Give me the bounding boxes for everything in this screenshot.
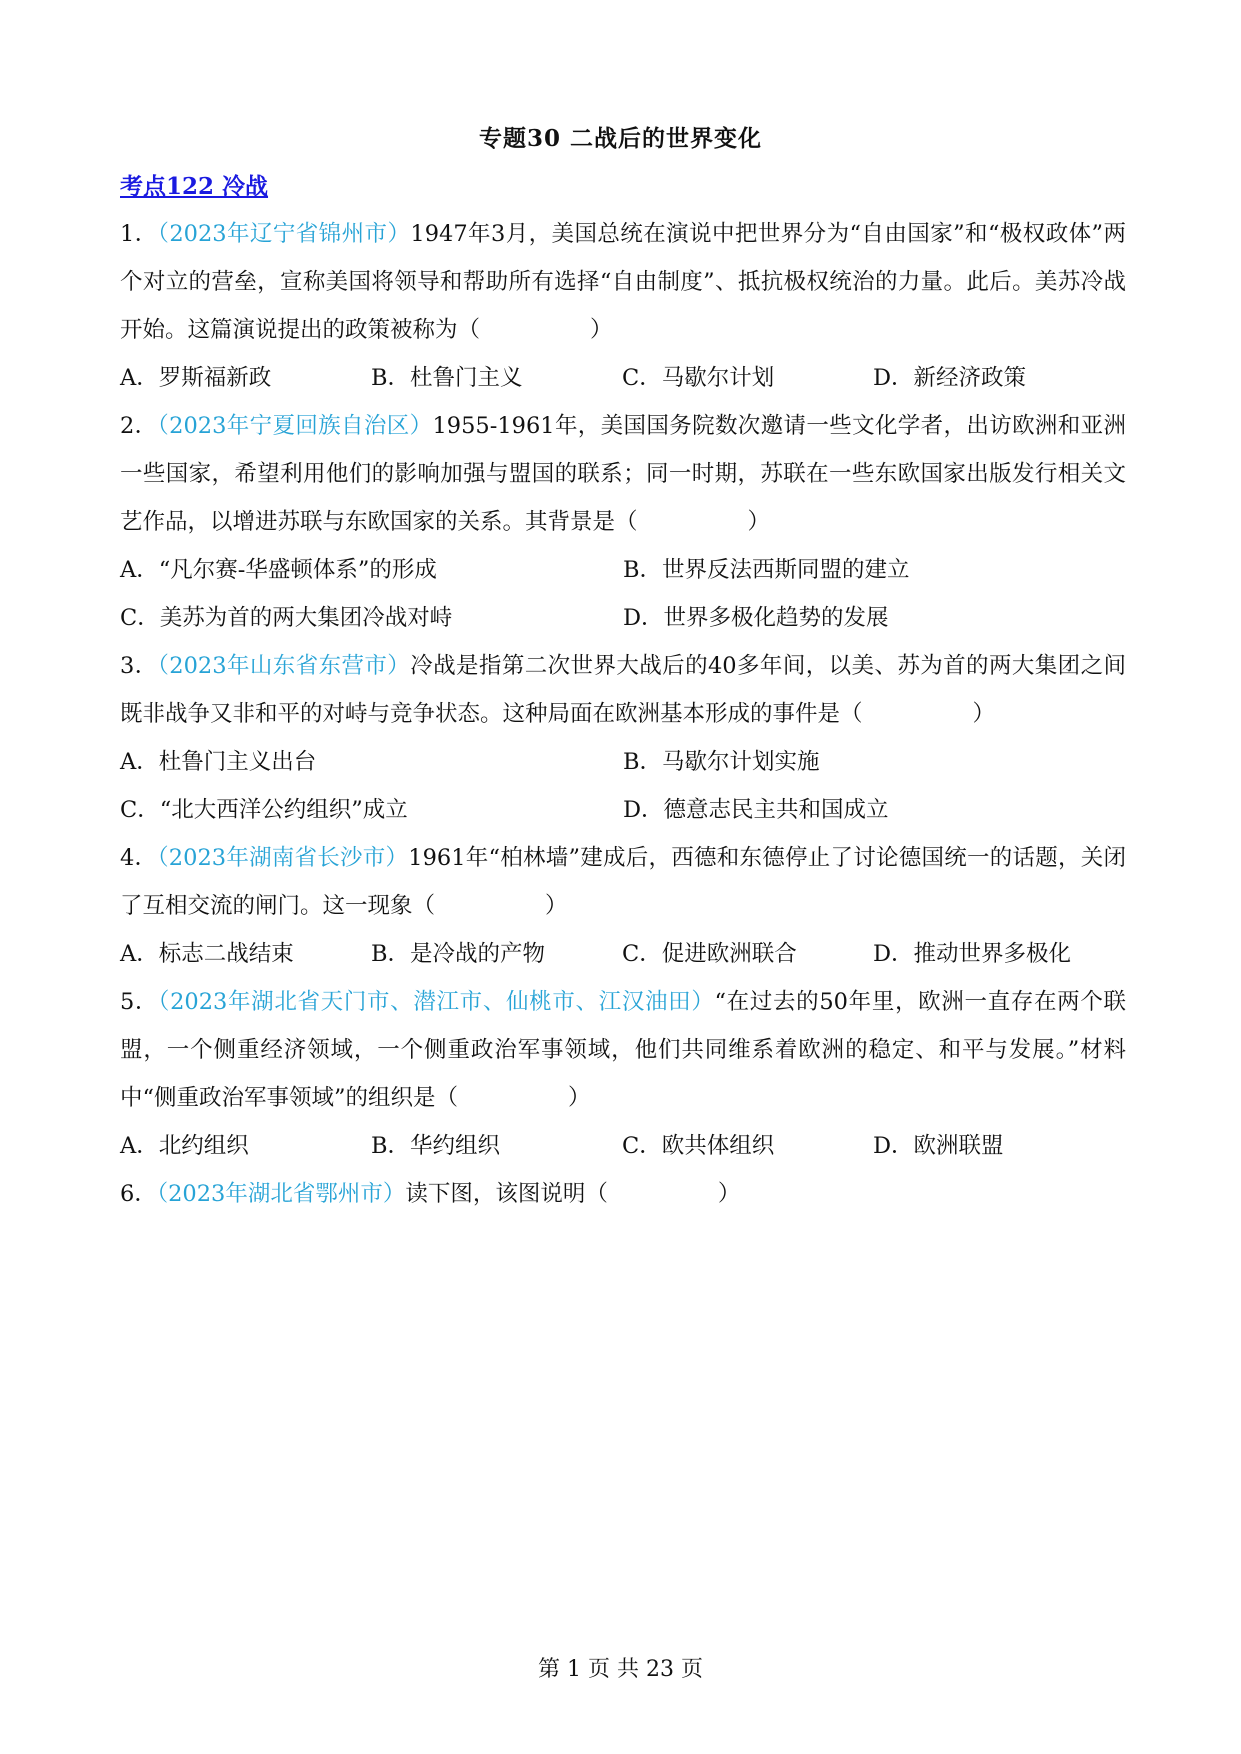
question-close: ） bbox=[545, 893, 568, 919]
options-1 bbox=[120, 354, 1126, 402]
option-a: A．“凡尔赛-华盛顿体系”的形成 bbox=[120, 557, 437, 583]
option-c: C．美苏为首的两大集团冷战对峙 bbox=[120, 605, 453, 631]
option-c: C．马歇尔计划 bbox=[622, 365, 775, 391]
question-text: 1955-1961年，美国国务院数次邀请一些文化学者，出访欧洲和亚洲一些国家，希望利用他们的影响加强与盟国的联系；同一时期，苏联在一些东欧国家出版发行相关文艺作品，以增进苏联与东欧国家的关系。其背景是（ bbox=[120, 413, 1126, 535]
question-number: 4． bbox=[120, 845, 158, 871]
question-source: （2023年湖北省鄂州市） bbox=[156, 1181, 406, 1207]
option-b: B．马歇尔计划实施 bbox=[623, 749, 820, 775]
question-close: ） bbox=[568, 1085, 591, 1111]
option-d: D．新经济政策 bbox=[873, 365, 1027, 391]
option-d: D．推动世界多极化 bbox=[873, 941, 1072, 967]
question-close: ） bbox=[972, 701, 996, 727]
option-a: A．北约组织 bbox=[120, 1133, 249, 1159]
options-2-row-1 bbox=[120, 546, 1126, 594]
question-close: ） bbox=[590, 317, 613, 343]
question-text: 1947年3月，美国总统在演说中把世界分为“自由国家”和“极权政体”两个对立的营垒，宣称美国将领导和帮助所有选择“自由制度”、抵抗极权统治的力量。此后。美苏冷战开始。这篇演说提出的政策被称为（ bbox=[120, 221, 1126, 343]
section-heading-link[interactable]: 考点122 冷战 bbox=[120, 173, 269, 200]
question-number: 5． bbox=[120, 989, 159, 1015]
options-4 bbox=[120, 930, 1126, 978]
options-3-row-2 bbox=[120, 786, 1126, 834]
option-a: A．标志二战结束 bbox=[120, 941, 294, 967]
question-list bbox=[120, 210, 1126, 1218]
option-b: B．杜鲁门主义 bbox=[371, 365, 523, 391]
question-close: ） bbox=[717, 1181, 741, 1207]
option-c: C．“北大西洋公约组织”成立 bbox=[120, 797, 408, 823]
question-6 bbox=[120, 1170, 1126, 1218]
options-5 bbox=[120, 1122, 1126, 1170]
option-d: D．德意志民主共和国成立 bbox=[623, 797, 889, 823]
option-d: D．欧洲联盟 bbox=[873, 1133, 1004, 1159]
question-source: （2023年湖北省天门市、潜江市、仙桃市、江汉油田） bbox=[158, 989, 715, 1015]
question-source: （2023年湖南省长沙市） bbox=[157, 845, 409, 871]
question-text: “在过去的50年里，欧洲一直存在两个联盟，一个侧重经济领域，一个侧重政治军事领域，他们共同维系着欧洲的稳定、和平与发展。”材料中“侧重政治军事领域”的组织是（ bbox=[120, 989, 1126, 1111]
question-number: 3． bbox=[120, 653, 158, 679]
options-2-row-2 bbox=[120, 594, 1126, 642]
question-number: 6． bbox=[120, 1181, 157, 1207]
question-4 bbox=[120, 834, 1126, 930]
question-3 bbox=[120, 642, 1126, 738]
option-d: D．世界多极化趋势的发展 bbox=[623, 605, 889, 631]
option-b: B．世界反法西斯同盟的建立 bbox=[623, 557, 910, 583]
question-number: 1． bbox=[120, 221, 158, 247]
question-text: 读下图，该图说明（ bbox=[405, 1181, 608, 1207]
question-source: （2023年山东省东营市） bbox=[157, 653, 411, 679]
page-footer: 第 1 页 共 23 页 bbox=[538, 1657, 703, 1682]
question-text: 1961年“柏林墙”建成后，西德和东德停止了讨论德国统一的话题，关闭了互相交流的闸门。这一现象（ bbox=[120, 845, 1126, 919]
option-c: C．促进欧洲联合 bbox=[622, 941, 797, 967]
options-3-row-1 bbox=[120, 738, 1126, 786]
option-a: A．罗斯福新政 bbox=[120, 365, 272, 391]
question-source: （2023年辽宁省锦州市） bbox=[157, 221, 411, 247]
option-b: B．是冷战的产物 bbox=[371, 941, 546, 967]
option-c: C．欧共体组织 bbox=[622, 1133, 775, 1159]
question-text: 冷战是指第二次世界大战后的40多年间，以美、苏为首的两大集团之间既非战争又非和平的对峙与竞争状态。这种局面在欧洲基本形成的事件是（ bbox=[120, 653, 1126, 727]
question-number: 2． bbox=[120, 413, 158, 439]
question-5 bbox=[120, 978, 1126, 1122]
question-close: ） bbox=[747, 509, 771, 535]
question-2 bbox=[120, 402, 1126, 546]
page-title: 专题30 二战后的世界变化 bbox=[478, 125, 762, 152]
option-b: B．华约组织 bbox=[371, 1133, 501, 1159]
option-a: A．杜鲁门主义出台 bbox=[120, 749, 317, 775]
question-source: （2023年宁夏回族自治区） bbox=[157, 413, 433, 439]
question-1 bbox=[120, 210, 1126, 354]
